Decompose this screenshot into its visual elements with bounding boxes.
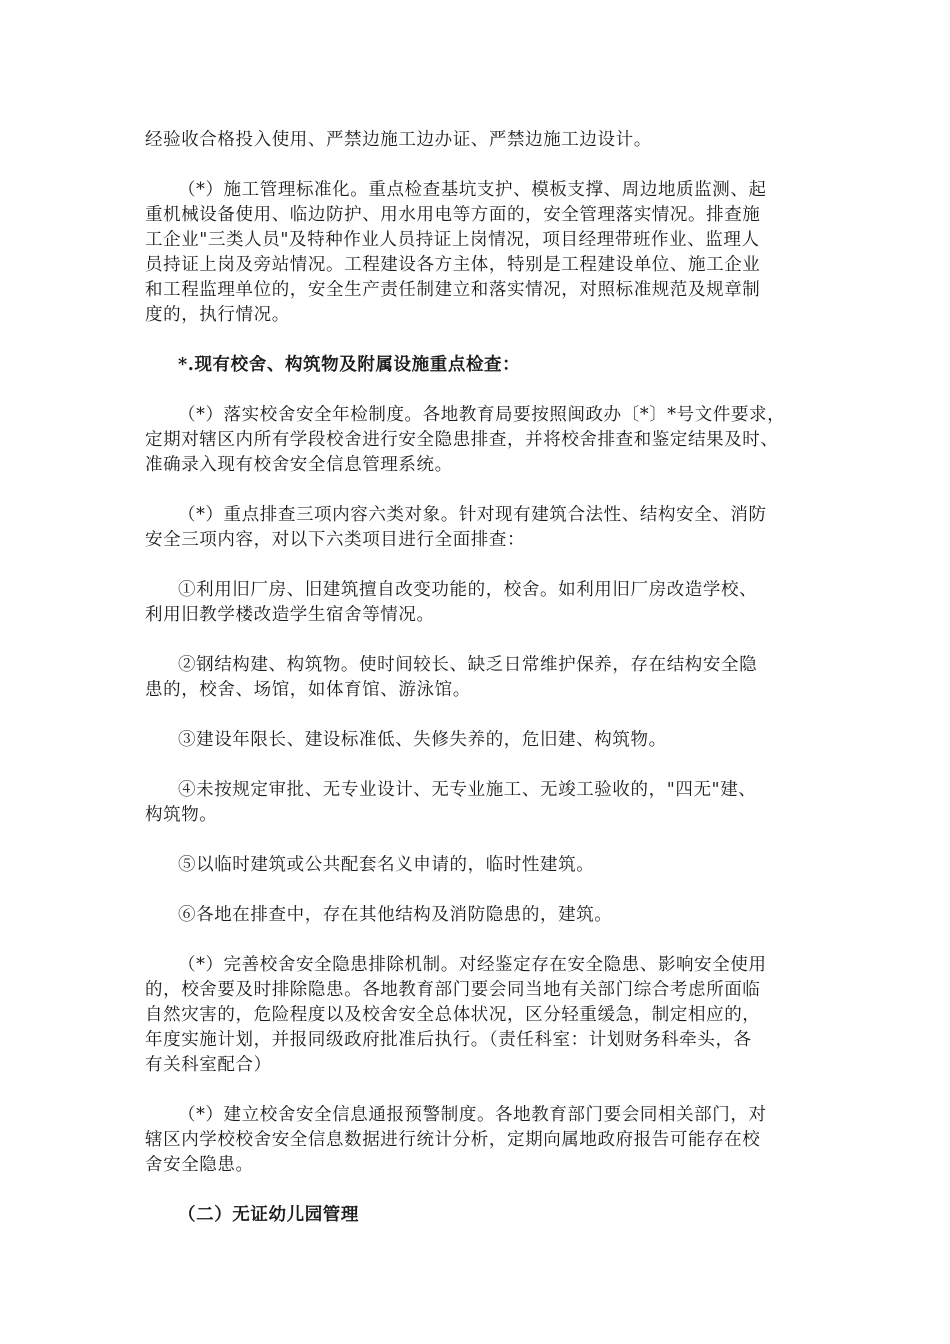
paragraph-line: 和工程监理单位的，安全生产责任制建立和落实情况，对照标准规范及规章制 — [145, 280, 761, 300]
list-item-line: ④未按规定审批、无专业设计、无专业施工、无竣工验收的，"四无"建、 — [178, 780, 757, 800]
paragraph-line: （*）重点排查三项内容六类对象。针对现有建筑合法性、结构安全、消防 — [178, 505, 767, 525]
paragraph-line: 重机械设备使用、临边防护、用水用电等方面的，安全管理落实情况。排查施 — [145, 205, 761, 225]
paragraph-line: 辖区内学校校舍安全信息数据进行统计分析，定期向属地政府报告可能存在校 — [145, 1130, 761, 1150]
list-item-line: ⑥各地在排查中，存在其他结构及消防隐患的，建筑。 — [178, 905, 613, 925]
paragraph-line: 准确录入现有校舍安全信息管理系统。 — [145, 455, 453, 475]
paragraph-line: 的，校舍要及时排除隐患。各地教育部门要会同当地有关部门综合考虑所面临 — [145, 980, 761, 1000]
paragraph-line: （*）建立校舍安全信息通报预警制度。各地教育部门要会同相关部门，对 — [178, 1105, 767, 1125]
list-item-line: ③建设年限长、建设标准低、失修失养的，危旧建、构筑物。 — [178, 730, 667, 750]
paragraph-line: 自然灾害的，危险程度以及校舍安全总体状况，区分轻重缓急，制定相应的， — [145, 1005, 761, 1025]
list-item-line: ⑤以临时建筑或公共配套名义申请的，临时性建筑。 — [178, 855, 595, 875]
paragraph-line: 经验收合格投入使用、严禁边施工边办证、严禁边施工边设计。 — [145, 130, 652, 150]
paragraph-line: （*）完善校舍安全隐患排除机制。对经鉴定存在安全隐患、影响安全使用 — [178, 955, 767, 975]
paragraph-line: 工企业"三类人员"及特种作业人员持证上岗情况，项目经理带班作业、监理人 — [145, 230, 760, 250]
paragraph-line: 舍安全隐患。 — [145, 1155, 254, 1175]
paragraph-line: 年度实施计划，并报同级政府批准后执行。（责任科室：计划财务科牵头，各 — [145, 1030, 752, 1050]
paragraph-line: （*）施工管理标准化。重点检查基坑支护、模板支撑、周边地质监测、起 — [178, 180, 767, 200]
paragraph-line: 度的，执行情况。 — [145, 305, 290, 325]
list-item-line: 构筑物。 — [145, 805, 218, 825]
paragraph-line: 员持证上岗及旁站情况。工程建设各方主体，特别是工程建设单位、施工企业 — [145, 255, 761, 275]
paragraph-line: 定期对辖区内所有学段校舍进行安全隐患排查，并将校舍排查和鉴定结果及时、 — [145, 430, 779, 450]
list-item-line: 利用旧教学楼改造学生宿舍等情况。 — [145, 605, 435, 625]
list-item-line: 患的，校舍、场馆，如体育馆、游泳馆。 — [145, 680, 471, 700]
section-heading: *.现有校舍、构筑物及附属设施重点检查： — [178, 355, 521, 375]
paragraph-line: （*）落实校舍安全年检制度。各地教育局要按照闽政办〔*〕*号文件要求， — [178, 405, 786, 425]
section-heading: （二）无证幼儿园管理 — [178, 1205, 359, 1225]
paragraph-line: 有关科室配合） — [145, 1055, 272, 1075]
paragraph-line: 安全三项内容，对以下六类项目进行全面排查： — [145, 530, 526, 550]
list-item-line: ②钢结构建、构筑物。使时间较长、缺乏日常维护保养，存在结构安全隐 — [178, 655, 758, 675]
list-item-line: ①利用旧厂房、旧建筑擅自改变功能的，校舍。如利用旧厂房改造学校、 — [178, 580, 758, 600]
